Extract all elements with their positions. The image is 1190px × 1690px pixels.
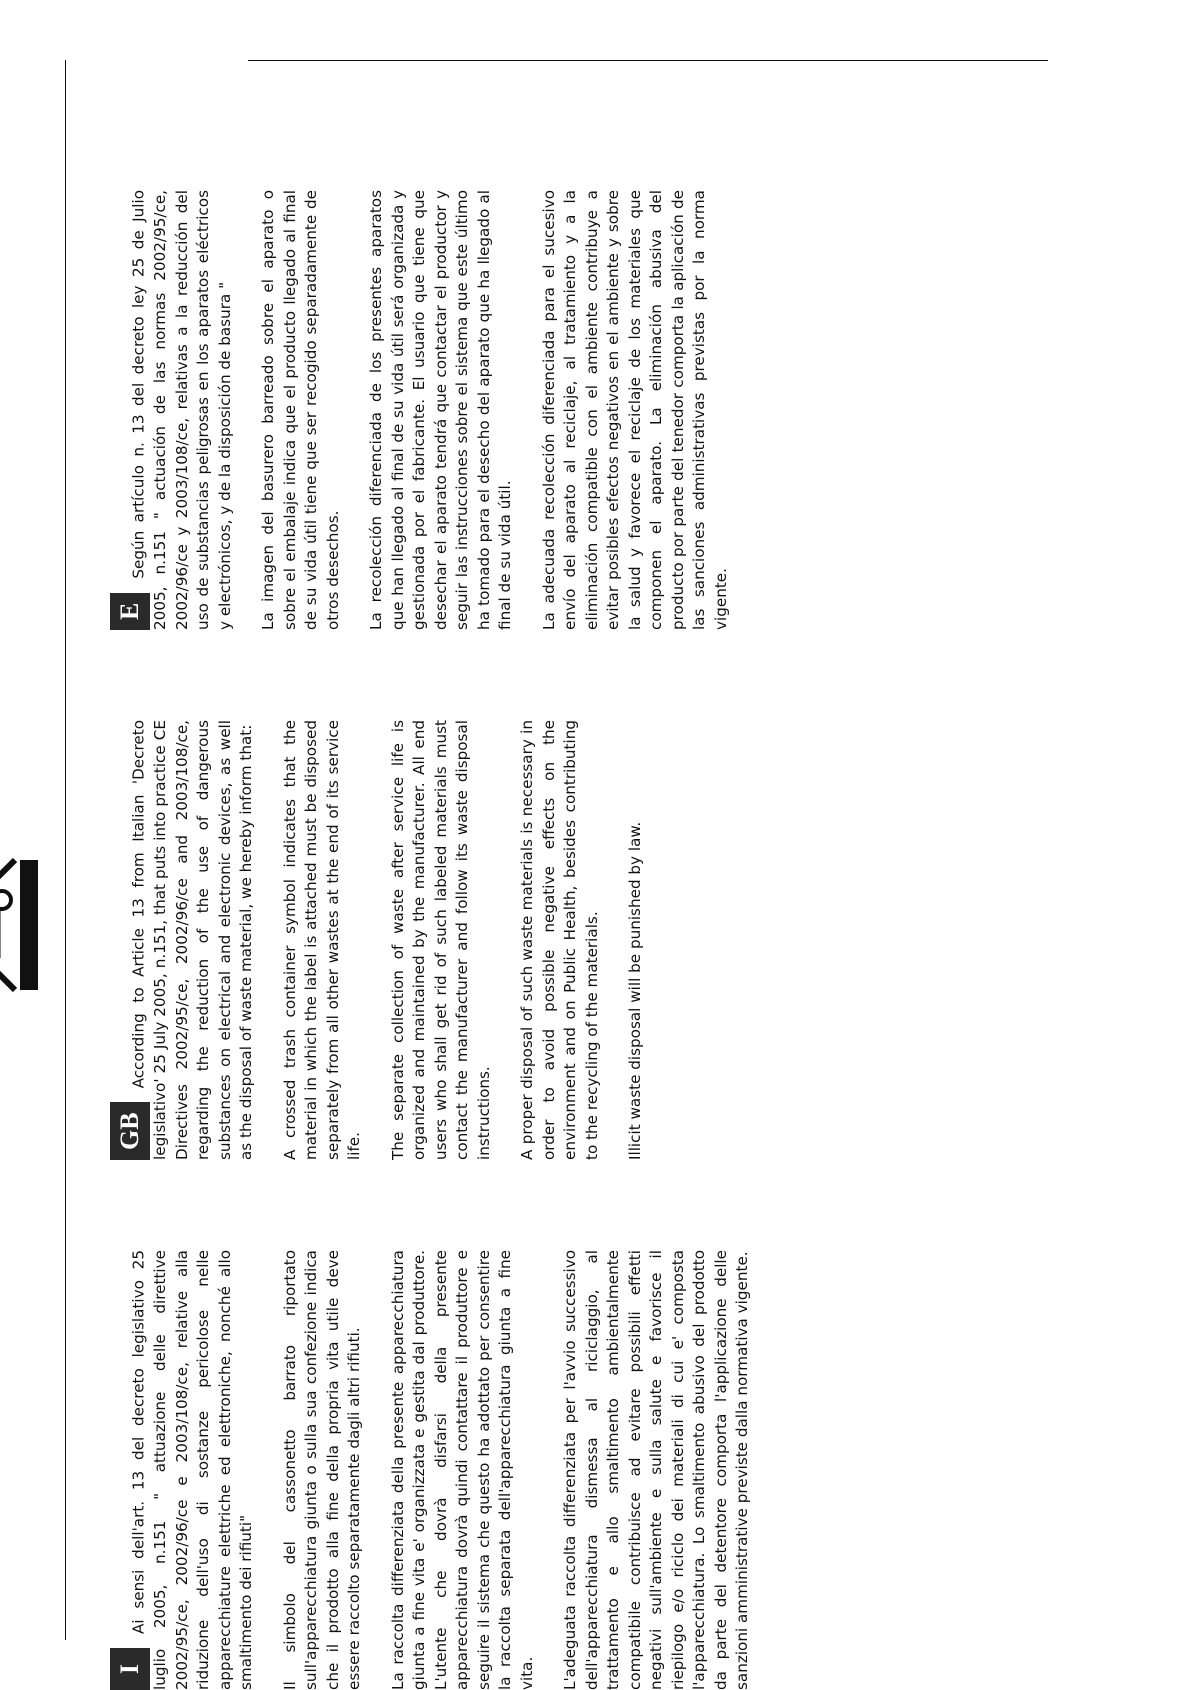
it-paragraph-4: L'adeguata raccolta differenziata per l'avvio successivo dell'apparecchiatura dismessa al riciclaggio, al trattamento e allo smaltimento ambientalmente compatibile contribuisce ad evitare possibili effetti negativi sull'ambiente e sulla salute e favorisce il riepilogo e/o riciclo dei materiali di cui e' composta l'apparecchiatura. Lo smaltimento abusivo del prodotto da parte del detentore comporta l'applicazione delle sanzioni amministrative previste dalla normativa vigente.: [561, 1250, 751, 1690]
it-paragraph-3: La raccolta differenziata della presente apparecchiatura giunta a fine vita e' organizzata e gestita dal produttore. L'utente che dovrà disfarsi della presente apparecchiatura dovrà quindi contattare il produttore e seguire il sistema che questo ha adottato per consentire la raccolta separata dell'apparecchiatura giunta a fine vita.: [388, 1250, 536, 1690]
es-paragraph-3: La recolección diferenciada de los presentes aparatos que han llegado al final de su vida útil será organizada y gestionada por el fabricante. El usuario que tiene que desechar el aparato tendrá que contactar el productor y seguir las instrucciones sobre el sistema que este último ha tomado para el desecho del aparato que ha llegado al final de su vida útil.: [367, 190, 514, 630]
it-paragraph-2: Il simbolo del cassonetto barrato riportato sull'apparecchiatura giunta o sulla sua confezione indica che il prodotto alla fine della propria vita utile deve essere raccolto separatamente dagli altri rifiuti.: [280, 1250, 363, 1690]
it-paragraph-1: Ai sensi dell'art. 13 del decreto legislativo 25 luglio 2005, n.151 " attuazione delle direttive 2002/95/ce, 2002/96/ce e 2003/108/ce, relative alla riduzione dell'uso di sostanze pericolose nelle apparecchiature elettriche ed elettroniche, nonché allo smaltimento dei rifiuti": [129, 1250, 255, 1690]
language-badge-gb: GB: [110, 1102, 150, 1160]
language-badge-it: I: [110, 1648, 150, 1690]
es-paragraph-2: La imagen del basurero barreado sobre el aparato o sobre el embalaje indica que el producto llegado al final de su vida útil tiene que ser recogido separadamente de otros desechos.: [259, 190, 342, 630]
section-spanish: [110, 190, 754, 630]
section-italian: [110, 1250, 776, 1690]
gb-paragraph-5: Illicit waste disposal will be punished by law.: [626, 821, 644, 1160]
es-paragraph-1: Según artículo n. 13 del decreto ley 25 de Julio 2005, n.151 " actuación de las normas 2002/95/ce, 2002/96/ce y 2003/108/ce, relativas a la reducción del uso de substancias peligrosas en los aparatos eléctricos y electrónicos, y de la disposición de basura ": [129, 190, 234, 630]
section-english: [110, 720, 669, 1160]
language-badge-es: E: [110, 593, 150, 630]
top-rule: [248, 60, 1048, 61]
weee-symbol: [0, 800, 40, 1060]
gb-paragraph-1: According to Article 13 from Italian 'Decreto legislativo' 25 July 2005, n.151, that puts into practice CE Directives 2002/95/ce, 2002/96/ce and 2003/108/ce, regarding the reduction of the use of dangerous substances on electrical and electronic devices, as well as the disposal of waste material, we hereby inform that:: [129, 720, 255, 1160]
weee-notice: [60, 120, 1070, 1690]
gb-paragraph-4: A proper disposal of such waste materials is necessary in order to avoid possible negative effects on the environment and on Public Health, besides contributing to the recycling of the materials.: [518, 720, 601, 1160]
gb-paragraph-3: The separate collection of waste after service life is organized and maintained by the manufacturer. All end users who shall get rid of such labeled materials must contact the manufacturer and follow its waste disposal instructions.: [388, 720, 493, 1160]
gb-paragraph-2: A crossed trash container symbol indicates that the material in which the label is attached must be disposed separately from all other wastes at the end of its service life.: [280, 720, 363, 1160]
crossed-wheelie-bin-icon: [0, 800, 40, 1060]
es-paragraph-4: La adecuada recolección diferenciada para el sucesivo envío del aparato al reciclaje, al tratamiento y a la eliminación compatible con el ambiente contribuye a evitar posibles efectos negativos en el ambiente y sobre la salud y favorece el reciclaje de los materiales que componen el aparato. La eliminación abusiva del producto por parte del tenedor comporta la aplicación de las sanciones administrativas previstas por la norma vigente.: [539, 190, 730, 630]
